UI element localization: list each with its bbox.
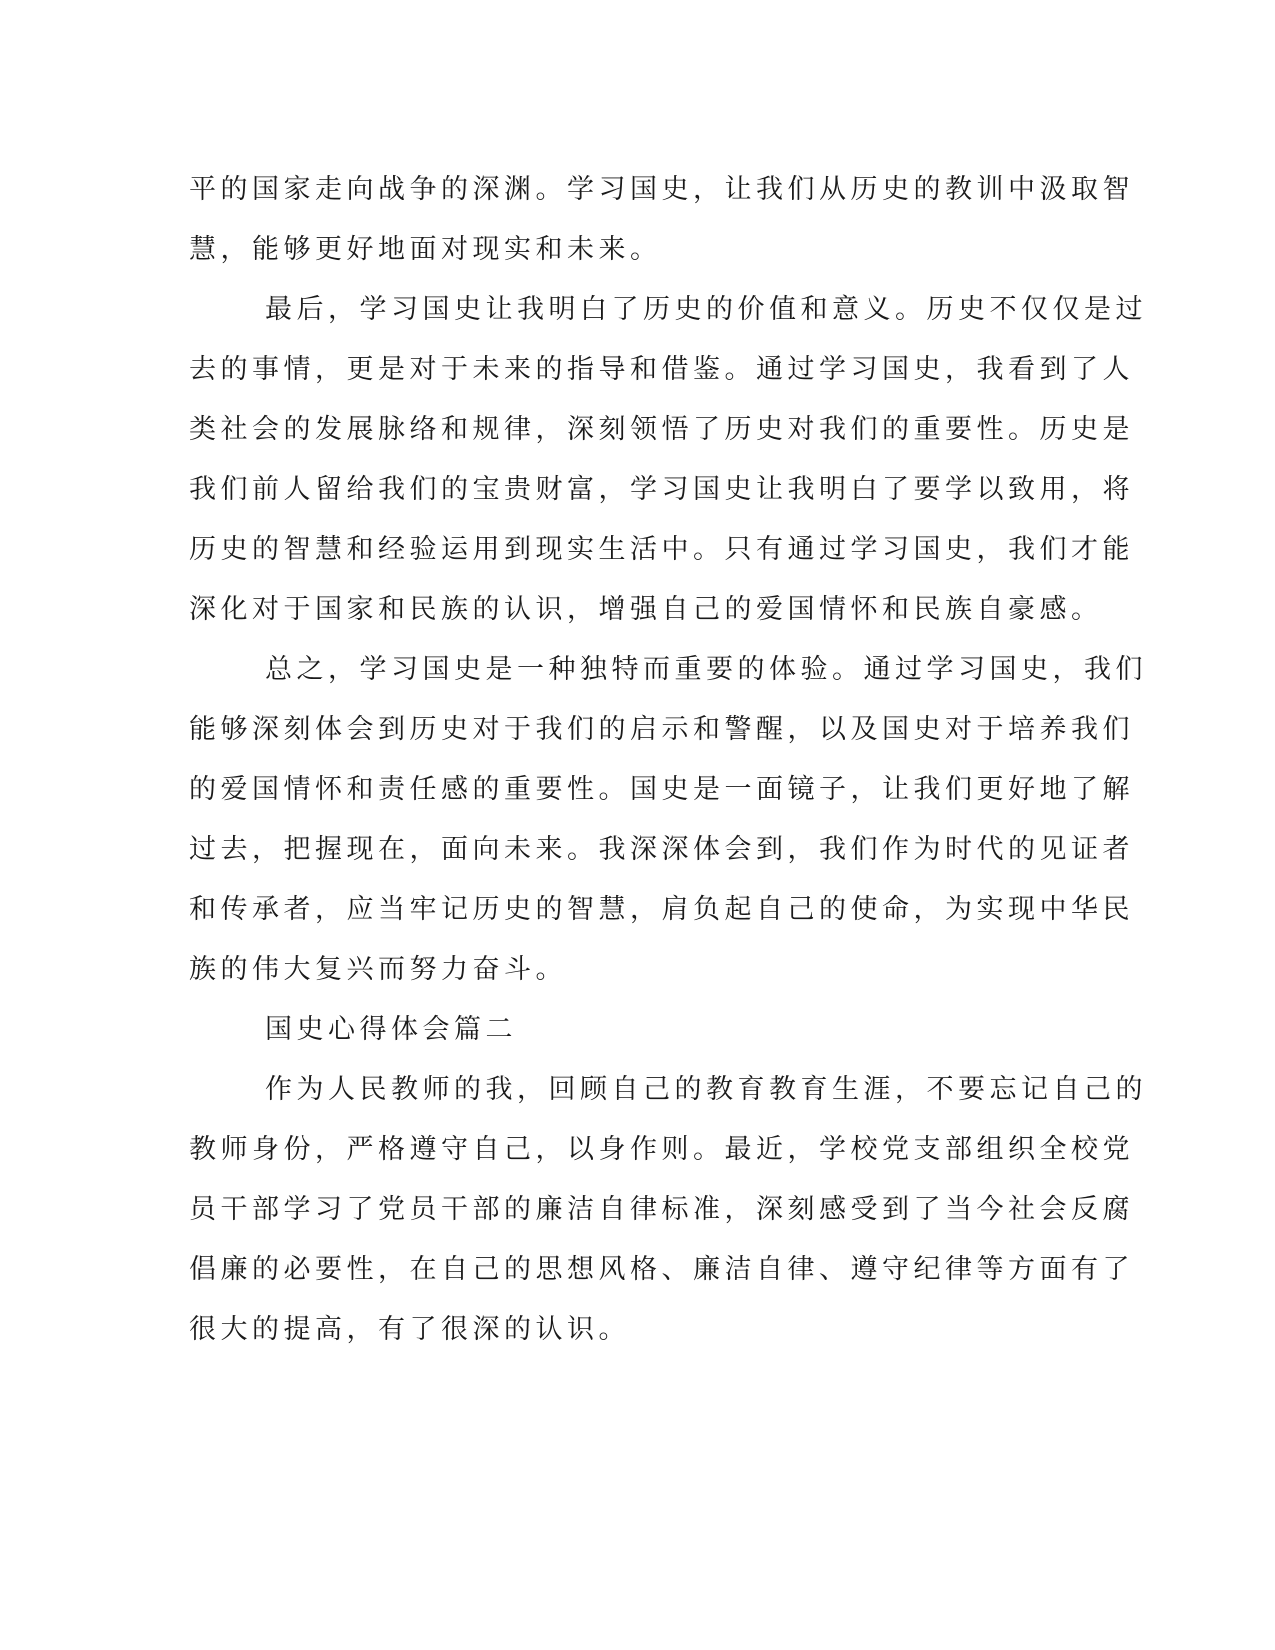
text-line: 历史的智慧和经验运用到现实生活中。只有通过学习国史，我们才能 — [189, 534, 1134, 565]
text-line: 去的事情，更是对于未来的指导和借鉴。通过学习国史，我看到了人 — [189, 354, 1134, 385]
text-line: 深化对于国家和民族的认识，增强自己的爱国情怀和民族自豪感。 — [189, 594, 1103, 625]
paragraph — [189, 160, 1134, 280]
text-line: 能够深刻体会到历史对于我们的启示和警醒，以及国史对于培养我们 — [189, 714, 1134, 745]
text-line: 我们前人留给我们的宝贵财富，学习国史让我明白了要学以致用，将 — [189, 474, 1134, 505]
text-line: 倡廉的必要性，在自己的思想风格、廉洁自律、遵守纪律等方面有了 — [189, 1254, 1134, 1285]
text-line: 总之，学习国史是一种独特而重要的体验。通过学习国史，我们 — [265, 654, 1147, 685]
text-line: 慧，能够更好地面对现实和未来。 — [189, 234, 662, 265]
text-line: 类社会的发展脉络和规律，深刻领悟了历史对我们的重要性。历史是 — [189, 414, 1134, 445]
text-line: 员干部学习了党员干部的廉洁自律标准，深刻感受到了当今社会反腐 — [189, 1194, 1134, 1225]
text-line: 教师身份，严格遵守自己，以身作则。最近，学校党支部组织全校党 — [189, 1134, 1134, 1165]
text-line: 作为人民教师的我，回顾自己的教育教育生涯，不要忘记自己的 — [265, 1074, 1147, 1105]
paragraph — [189, 280, 1147, 640]
text-line: 平的国家走向战争的深渊。学习国史，让我们从历史的教训中汲取智 — [189, 174, 1134, 205]
paragraph — [189, 1060, 1147, 1360]
heading-text: 国史心得体会篇二 — [265, 1014, 517, 1045]
text-line: 过去，把握现在，面向未来。我深深体会到，我们作为时代的见证者 — [189, 834, 1134, 865]
section-heading — [189, 1000, 1089, 1060]
text-line: 族的伟大复兴而努力奋斗。 — [189, 954, 567, 985]
text-line: 的爱国情怀和责任感的重要性。国史是一面镜子，让我们更好地了解 — [189, 774, 1134, 805]
paragraph — [189, 640, 1147, 1000]
text-line: 很大的提高，有了很深的认识。 — [189, 1314, 630, 1345]
text-line: 最后，学习国史让我明白了历史的价值和意义。历史不仅仅是过 — [265, 294, 1147, 325]
document-body — [189, 160, 1147, 1360]
text-line: 和传承者，应当牢记历史的智慧，肩负起自己的使命，为实现中华民 — [189, 894, 1134, 925]
